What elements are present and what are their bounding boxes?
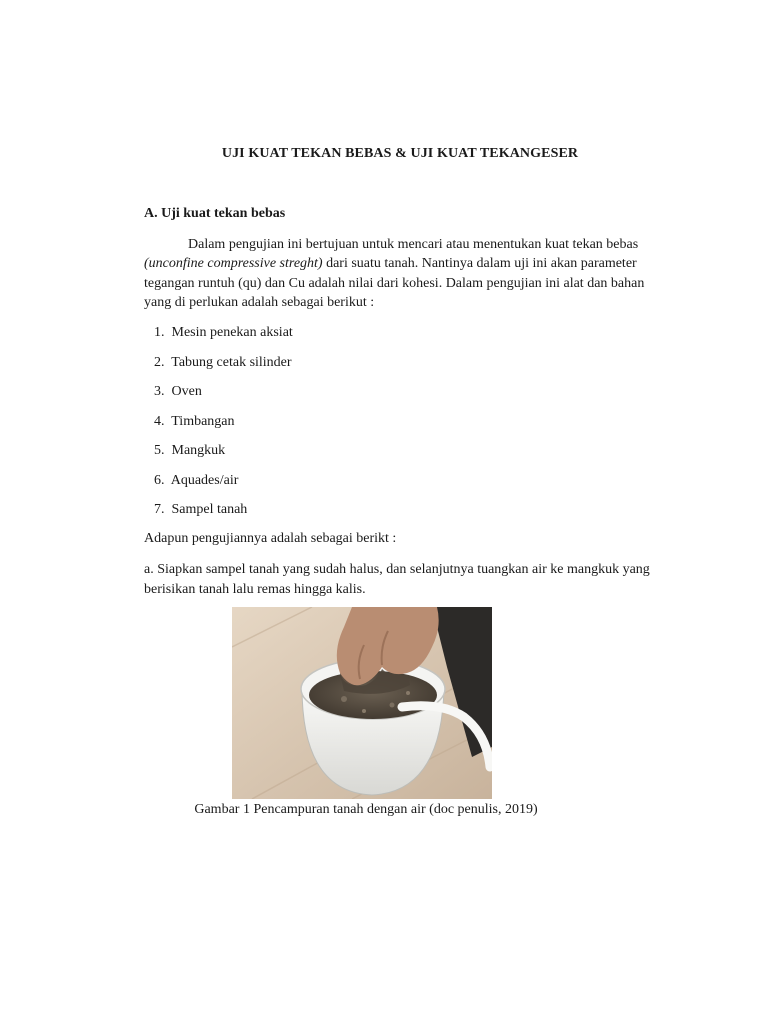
- paragraph-text-2: dari suatu tanah. Nantinya dalam uji ini akan parameter tegangan runtuh (qu) dan Cu adalah nilai dari kohesi. Dalam pengujian ini alat dan bahan yang di perlukan adalah sebagai berikut :: [144, 256, 645, 310]
- paragraph-text-1: Dalam pengujian ini bertujuan untuk mencari atau menentukan kuat tekan bebas: [188, 237, 639, 252]
- list-label: Mesin penekan aksiat: [171, 325, 293, 340]
- list-item: [154, 412, 293, 442]
- list-label: Tabung cetak silinder: [171, 354, 292, 370]
- list-number: 4.: [154, 413, 165, 429]
- list-item: [154, 441, 293, 471]
- list-number: 3.: [154, 384, 165, 399]
- list-number: 6.: [154, 472, 165, 488]
- list-label: Timbangan: [171, 413, 235, 429]
- list-number: 2.: [154, 354, 165, 370]
- paragraph-italic: (unconfine compressive streght): [144, 256, 323, 272]
- soil-mixture: [309, 671, 437, 719]
- list-number: 7.: [154, 502, 165, 517]
- list-label: Mangkuk: [171, 443, 226, 458]
- procedure-step-a: a. Siapkan sampel tanah yang sudah halus, dan selanjutnya tuangkan air ke mangkuk yang berisikan tanah lalu remas hingga kalis.: [144, 562, 650, 597]
- procedure-intro: Adapun pengujiannya adalah sebagai berikt :: [144, 531, 397, 546]
- list-item: [154, 323, 293, 353]
- figure-photo: [232, 607, 492, 799]
- figure-caption: Gambar 1 Pencampuran tanah dengan air (doc penulis, 2019): [194, 802, 538, 817]
- list-number: 5.: [154, 443, 165, 458]
- equipment-list: [154, 323, 293, 530]
- list-label: Sampel tanah: [171, 502, 248, 517]
- list-label: Aquades/air: [170, 472, 239, 488]
- list-item: [154, 382, 293, 412]
- intro-paragraph: [144, 235, 664, 312]
- list-number: 1.: [154, 325, 165, 340]
- page-title: UJI KUAT TEKAN BEBAS & UJI KUAT TEKANGESER: [221, 146, 579, 161]
- list-item: [154, 471, 293, 501]
- list-item: [154, 500, 293, 530]
- list-item: [154, 353, 293, 383]
- list-label: Oven: [171, 384, 202, 399]
- section-heading: A. Uji kuat tekan bebas: [144, 206, 286, 221]
- mixing-photo-illustration: [232, 607, 492, 799]
